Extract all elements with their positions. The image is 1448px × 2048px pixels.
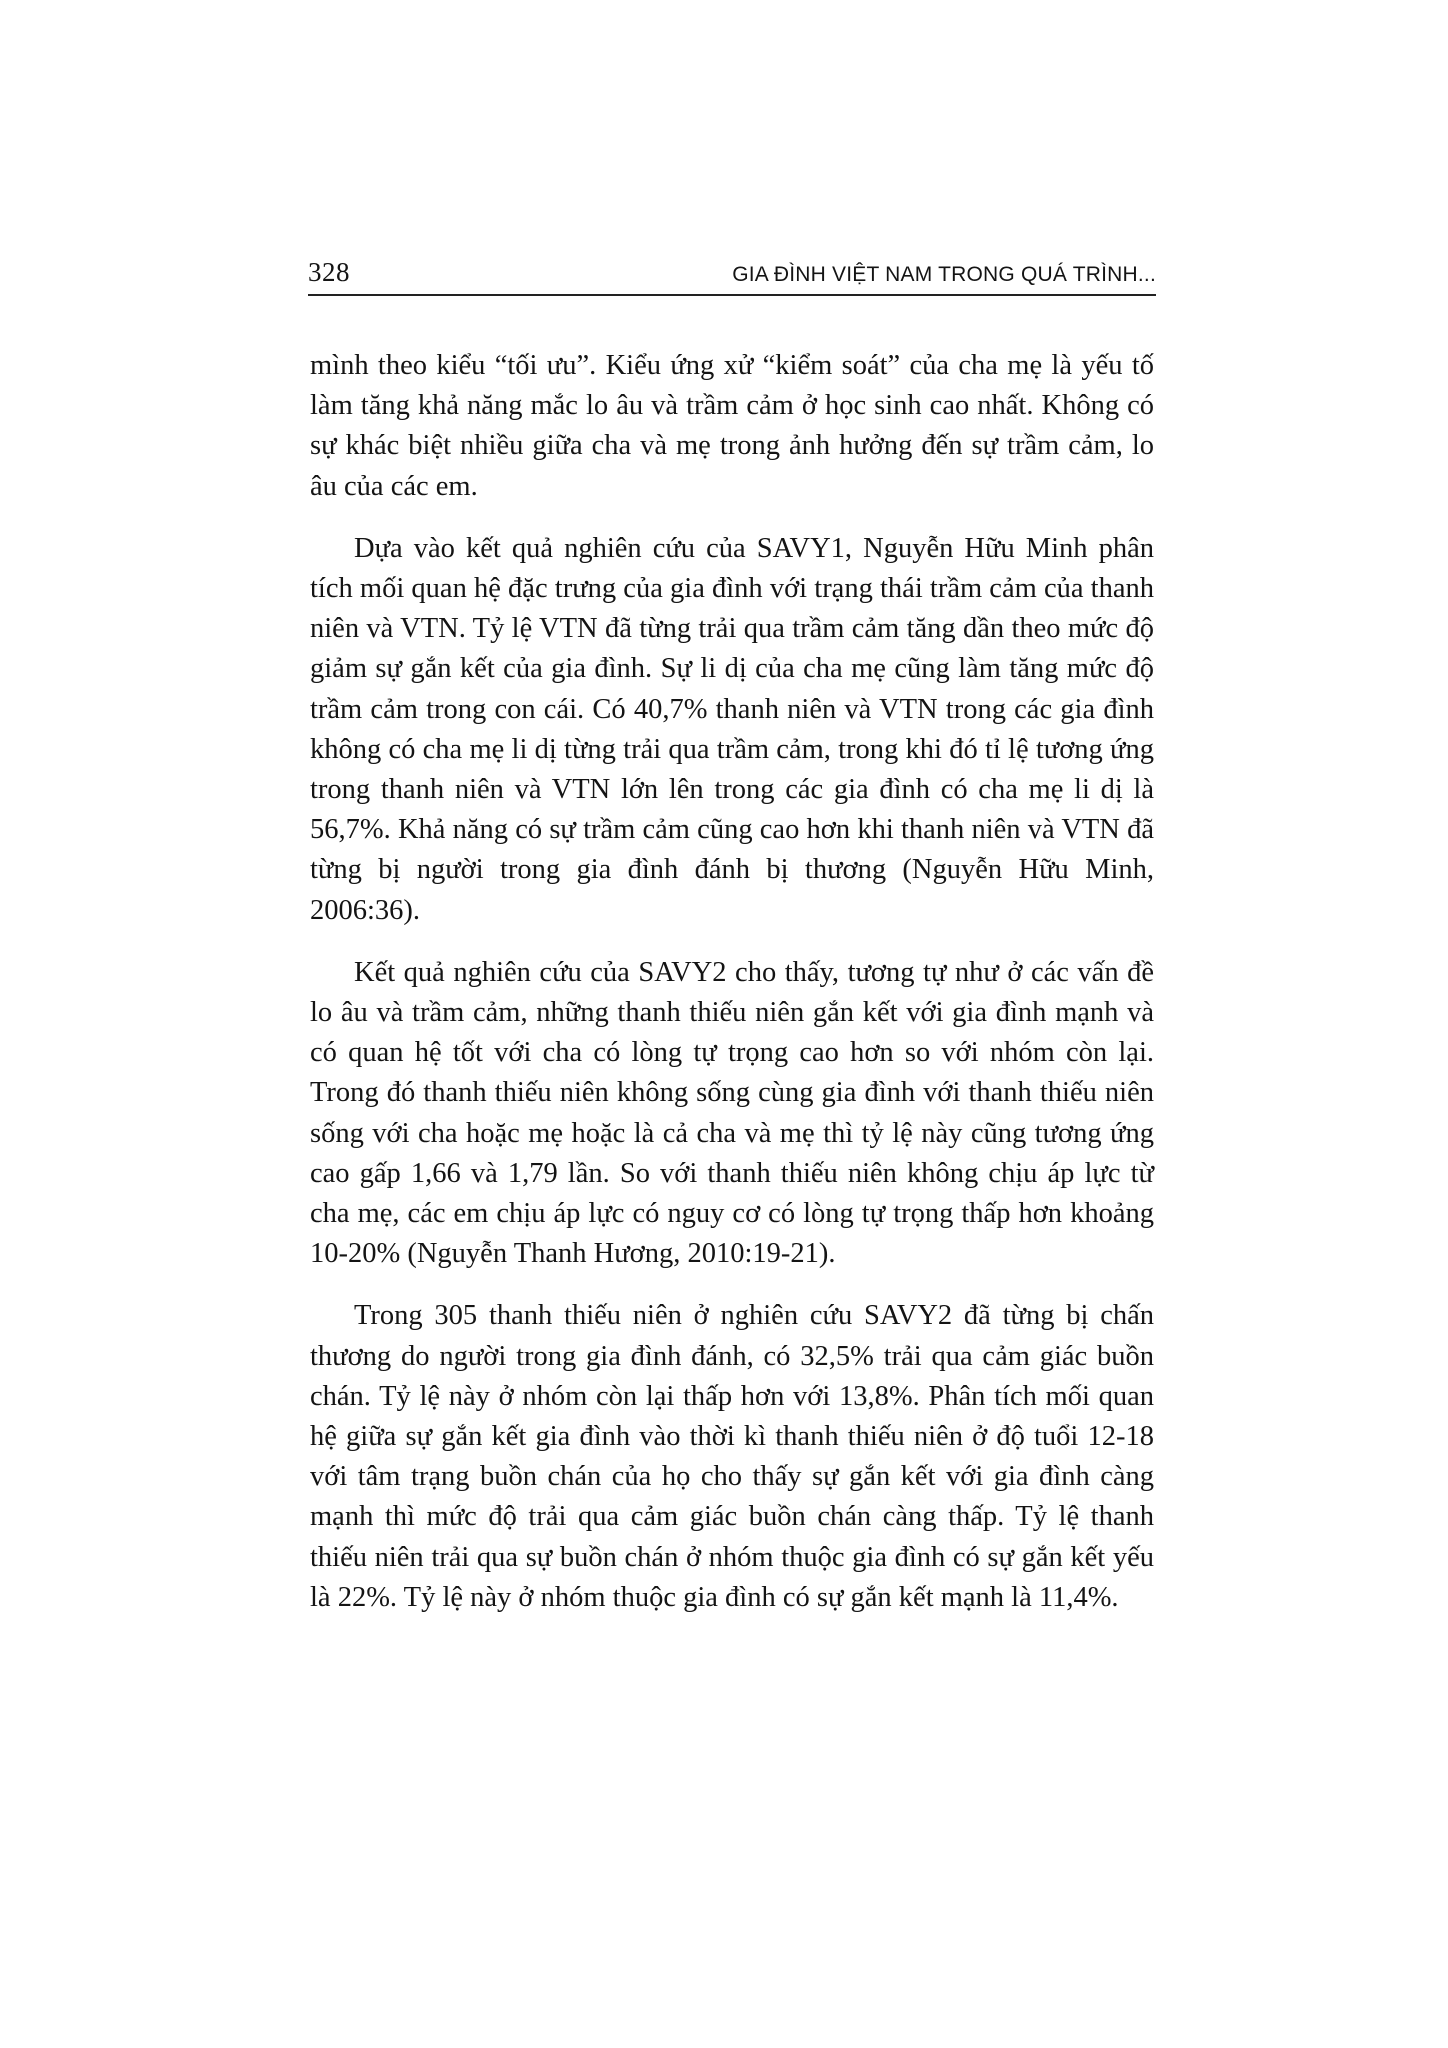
page-number: 328 [308,257,350,287]
paragraph-1: mình theo kiểu “tối ưu”. Kiểu ứng xử “kiểm soát” của cha mẹ là yếu tố làm tăng khả năng mắc lo âu và trầm cảm ở học sinh cao nhất. Không có sự khác biệt nhiều giữa cha và mẹ trong ảnh hưởng đến sự trầm cảm, lo âu của các em. [310,350,1154,502]
paragraph-4: Trong 305 thanh thiếu niên ở nghiên cứu SAVY2 đã từng bị chấn thương do người trong gia đình đánh, có 32,5% trải qua cảm giác buồn chán. Tỷ lệ này ở nhóm còn lại thấp hơn với 13,8%. Phân tích mối quan hệ giữa sự gắn kết gia đình vào thời kì thanh thiếu niên ở độ tuổi 12-18 với tâm trạng buồn chán của họ cho thấy sự gắn kết với gia đình càng mạnh thì mức độ trải qua cảm giác buồn chán càng thấp. Tỷ lệ thanh thiếu niên trải qua sự buồn chán ở nhóm thuộc gia đình có sự gắn kết yếu là 22%. Tỷ lệ này ở nhóm thuộc gia đình có sự gắn kết mạnh là 11,4%. [310,1300,1154,1613]
paragraph-2: Dựa vào kết quả nghiên cứu của SAVY1, Nguyễn Hữu Minh phân tích mối quan hệ đặc trưng của gia đình với trạng thái trầm cảm của thanh niên và VTN. Tỷ lệ VTN đã từng trải qua trầm cảm tăng dần theo mức độ giảm sự gắn kết của gia đình. Sự li dị của cha mẹ cũng làm tăng mức độ trầm cảm trong con cái. Có 40,7% thanh niên và VTN trong các gia đình không có cha mẹ li dị từng trải qua trầm cảm, trong khi đó tỉ lệ tương ứng trong thanh niên và VTN lớn lên trong các gia đình có cha mẹ li dị là 56,7%. Khả năng có sự trầm cảm cũng cao hơn khi thanh niên và VTN đã từng bị người trong gia đình đánh bị thương (Nguyễn Hữu Minh, 2006:36). [310,532,1154,926]
running-title: GIA ĐÌNH VIỆT NAM TRONG QUÁ TRÌNH... [732,263,1156,286]
page-header [308,254,1156,296]
paragraph-3: Kết quả nghiên cứu của SAVY2 cho thấy, tương tự như ở các vấn đề lo âu và trầm cảm, những thanh thiếu niên gắn kết với gia đình mạnh và có quan hệ tốt với cha có lòng tự trọng cao hơn so với nhóm còn lại. Trong đó thanh thiếu niên không sống cùng gia đình với thanh thiếu niên sống với cha hoặc mẹ hoặc là cả cha và mẹ thì tỷ lệ này cũng tương ứng cao gấp 1,66 và 1,79 lần. So với thanh thiếu niên không chịu áp lực từ cha mẹ, các em chịu áp lực có nguy cơ có lòng tự trọng thấp hơn khoảng 10-20% (Nguyễn Thanh Hương, 2010:19-21). [310,956,1154,1270]
body-text [310,346,1154,1640]
